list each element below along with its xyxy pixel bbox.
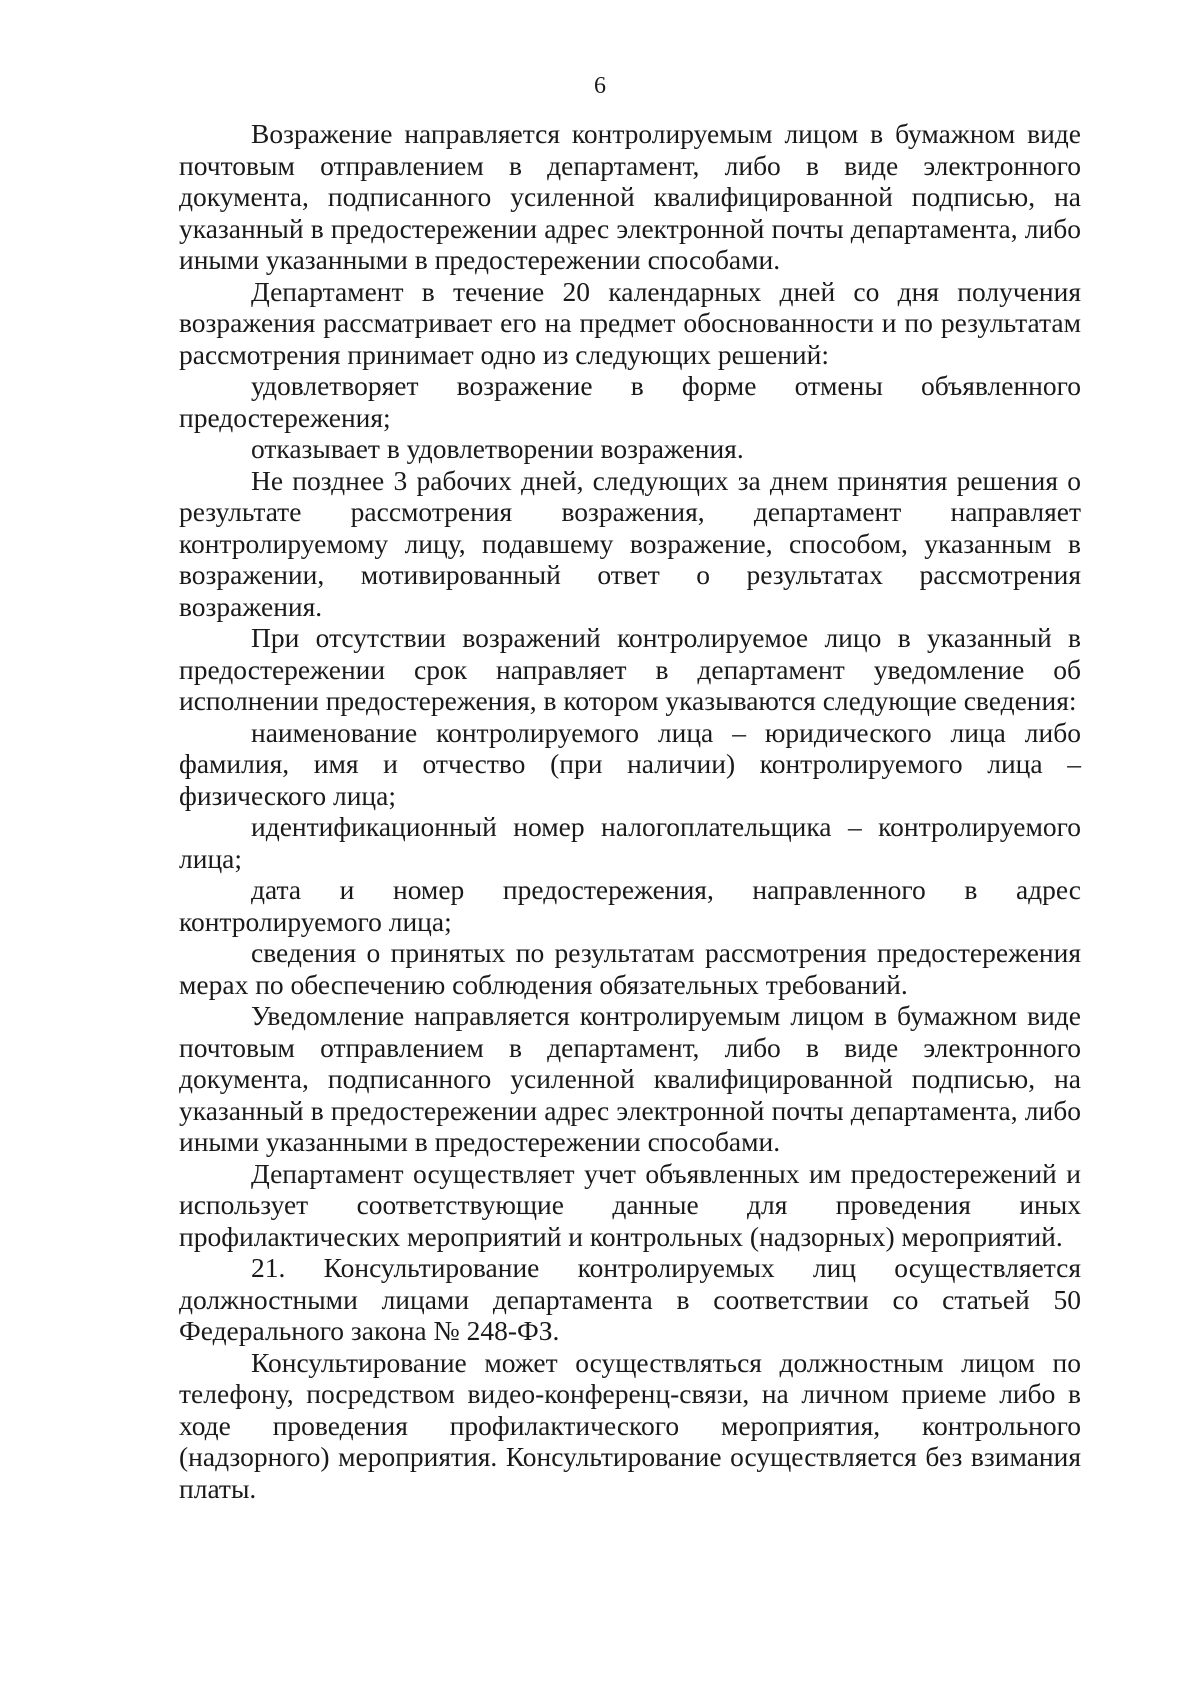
paragraph-item-name: наименование контролируемого лица – юридического лица либо фамилия, имя и отчество (при наличии) контролируемого лица – физического лица;	[179, 716, 1081, 811]
paragraph-section-21: 21. Консультирование контролируемых лиц осуществляется должностными лицами департамента в соответствии со статьей 50 Федерального закона № 248-ФЗ.	[179, 1252, 1081, 1346]
paragraph-decision-satisfy: удовлетворяет возражение в форме отмены объявленного предостережения;	[179, 370, 1081, 433]
paragraph-response-deadline: Не позднее 3 рабочих дней, следующих за днем принятия решения о результате рассмотрения возражения, департамент направляет контролируемому лицу, подавшему возражение, способом, указанным в возражении, мотивированный ответ о результатах рассмотрения возражения.	[179, 464, 1081, 622]
paragraph-item-measures: сведения о принятых по результатам рассмотрения предостережения мерах по обеспечению соблюдения обязательных требований.	[179, 937, 1081, 1000]
paragraph-objection-submission: Возражение направляется контролируемым лицом в бумажном виде почтовым отправлением в департамент, либо в виде электронного документа, подписанного усиленной квалифицированной подписью, на указанный в предостережении адрес электронной почты департамента, либо иными указанными в предостережении способами.	[179, 118, 1081, 275]
document-body	[179, 118, 1081, 1504]
page-number: 6	[594, 73, 606, 99]
paragraph-notification-submission: Уведомление направляется контролируемым лицом в бумажном виде почтовым отправлением в департамент, либо в виде электронного документа, подписанного усиленной квалифицированной подписью, на указанный в предостережении адрес электронной почты департамента, либо иными указанными в предостережении способами.	[179, 1000, 1081, 1157]
paragraph-decision-refuse: отказывает в удовлетворении возражения.	[251, 433, 744, 464]
paragraph-warnings-accounting: Департамент осуществляет учет объявленных им предостережений и использует соответствующие данные для проведения иных профилактических мероприятий и контрольных (надзорных) мероприятий.	[179, 1157, 1081, 1252]
paragraph-notification-contents: При отсутствии возражений контролируемое лицо в указанный в предостережении срок направляет в департамент уведомление об исполнении предостережения, в котором указываются следующие сведения:	[179, 622, 1081, 716]
paragraph-objection-review: Департамент в течение 20 календарных дней со дня получения возражения рассматривает его на предмет обоснованности и по результатам рассмотрения принимает одно из следующих решений:	[179, 275, 1081, 370]
paragraph-consultation-methods: Консультирование может осуществляться должностным лицом по телефону, посредством видео-конференц-связи, на личном приеме либо в ходе проведения профилактического мероприятия, контрольного (надзорного) мероприятия. Консультирование осуществляется без взимания платы.	[179, 1346, 1081, 1504]
paragraph-item-inn: идентификационный номер налогоплательщика – контролируемого лица;	[179, 811, 1081, 874]
paragraph-item-date-number: дата и номер предостережения, направленного в адрес контролируемого лица;	[179, 874, 1081, 937]
